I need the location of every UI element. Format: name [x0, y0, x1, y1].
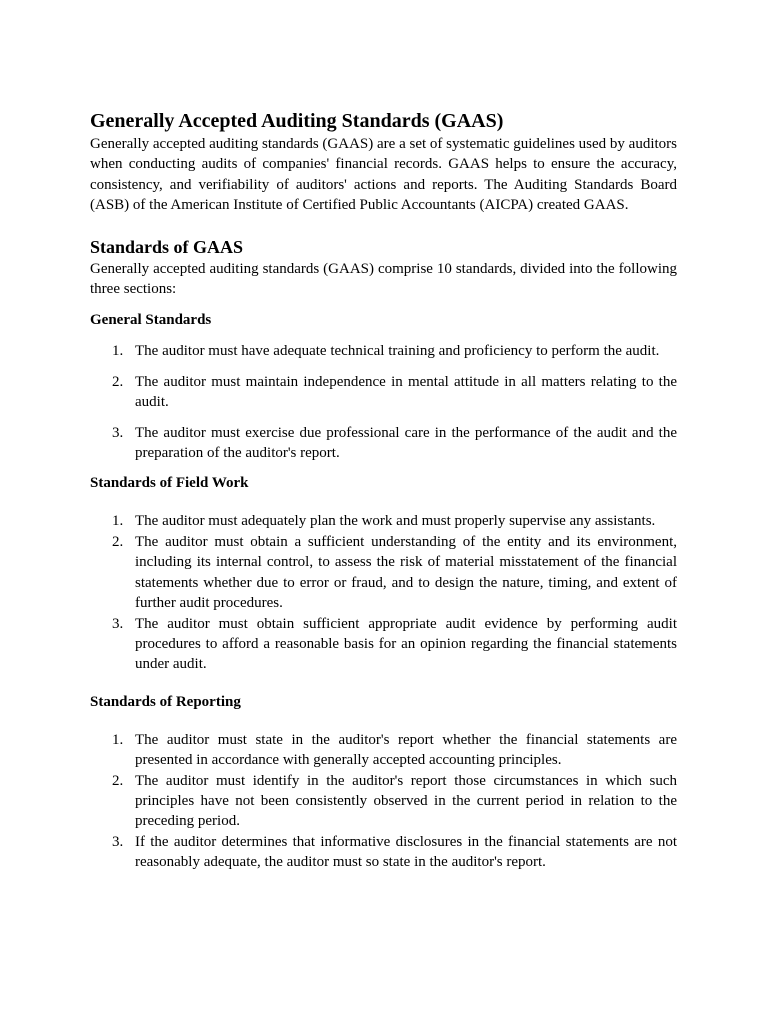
list-number: 1.	[112, 731, 124, 748]
list-item: 2. The auditor must identify in the auditor's report those circumstances in which such principles have not been consistently observed in the current period in relation to the preceding period.	[112, 772, 677, 830]
standards-intro-paragraph: Generally accepted auditing standards (GAAS) comprise 10 standards, divided into the following three sections:	[90, 260, 677, 298]
list-number: 3.	[112, 424, 124, 441]
list-number: 2.	[112, 533, 124, 550]
general-standards-list	[90, 341, 677, 463]
section-heading-general: General Standards	[90, 312, 212, 329]
document-title: Generally Accepted Auditing Standards (GAAS)	[90, 110, 504, 132]
standards-heading: Standards of GAAS	[90, 236, 244, 257]
field-work-standards-list	[90, 511, 677, 674]
reporting-standards-list	[90, 730, 677, 873]
list-item: 3. The auditor must exercise due professional care in the performance of the audit and the preparation of the auditor's report.	[112, 424, 677, 462]
list-item: 1. The auditor must state in the auditor's report whether the financial statements are presented in accordance with generally accepted accounting principles.	[112, 731, 677, 769]
section-heading-field-work: Standards of Field Work	[90, 475, 249, 492]
section-heading-reporting: Standards of Reporting	[90, 693, 241, 710]
list-item: 1. The auditor must have adequate technical training and proficiency to perform the audit.	[90, 341, 677, 361]
list-number: 1.	[112, 513, 124, 530]
list-number: 2.	[112, 772, 124, 789]
list-item: 2. The auditor must maintain independence in mental attitude in all matters relating to the audit.	[112, 373, 677, 411]
list-number: 3.	[112, 615, 124, 632]
list-item: 3. If the auditor determines that informative disclosures in the financial statements are not reasonably adequate, the auditor must so state in the auditor's report.	[112, 833, 677, 871]
list-item: 1. The auditor must adequately plan the work and must properly supervise any assistants.	[90, 511, 677, 531]
list-number: 3.	[112, 833, 124, 850]
document-page	[90, 108, 677, 873]
list-item: 3. The auditor must obtain sufficient appropriate audit evidence by performing audit procedures to afford a reasonable basis for an opinion regarding the financial statements under audit.	[112, 615, 677, 673]
list-number: 2.	[112, 373, 124, 390]
list-item: 2. The auditor must obtain a sufficient understanding of the entity and its environment, including its internal control, to assess the risk of material misstatement of the financial statements whether due to error or fraud, and to design the nature, timing, and extent of further audit procedures.	[112, 533, 677, 612]
list-number: 1.	[112, 343, 124, 360]
intro-paragraph: Generally accepted auditing standards (GAAS) are a set of systematic guidelines used by auditors when conducting audits of companies' financial records. GAAS helps to ensure the accuracy, consistency, and verifiability of auditors' actions and reports. The Auditing Standards Board (ASB) of the American Institute of Certified Public Accountants (AICPA) created GAAS.	[90, 136, 677, 214]
